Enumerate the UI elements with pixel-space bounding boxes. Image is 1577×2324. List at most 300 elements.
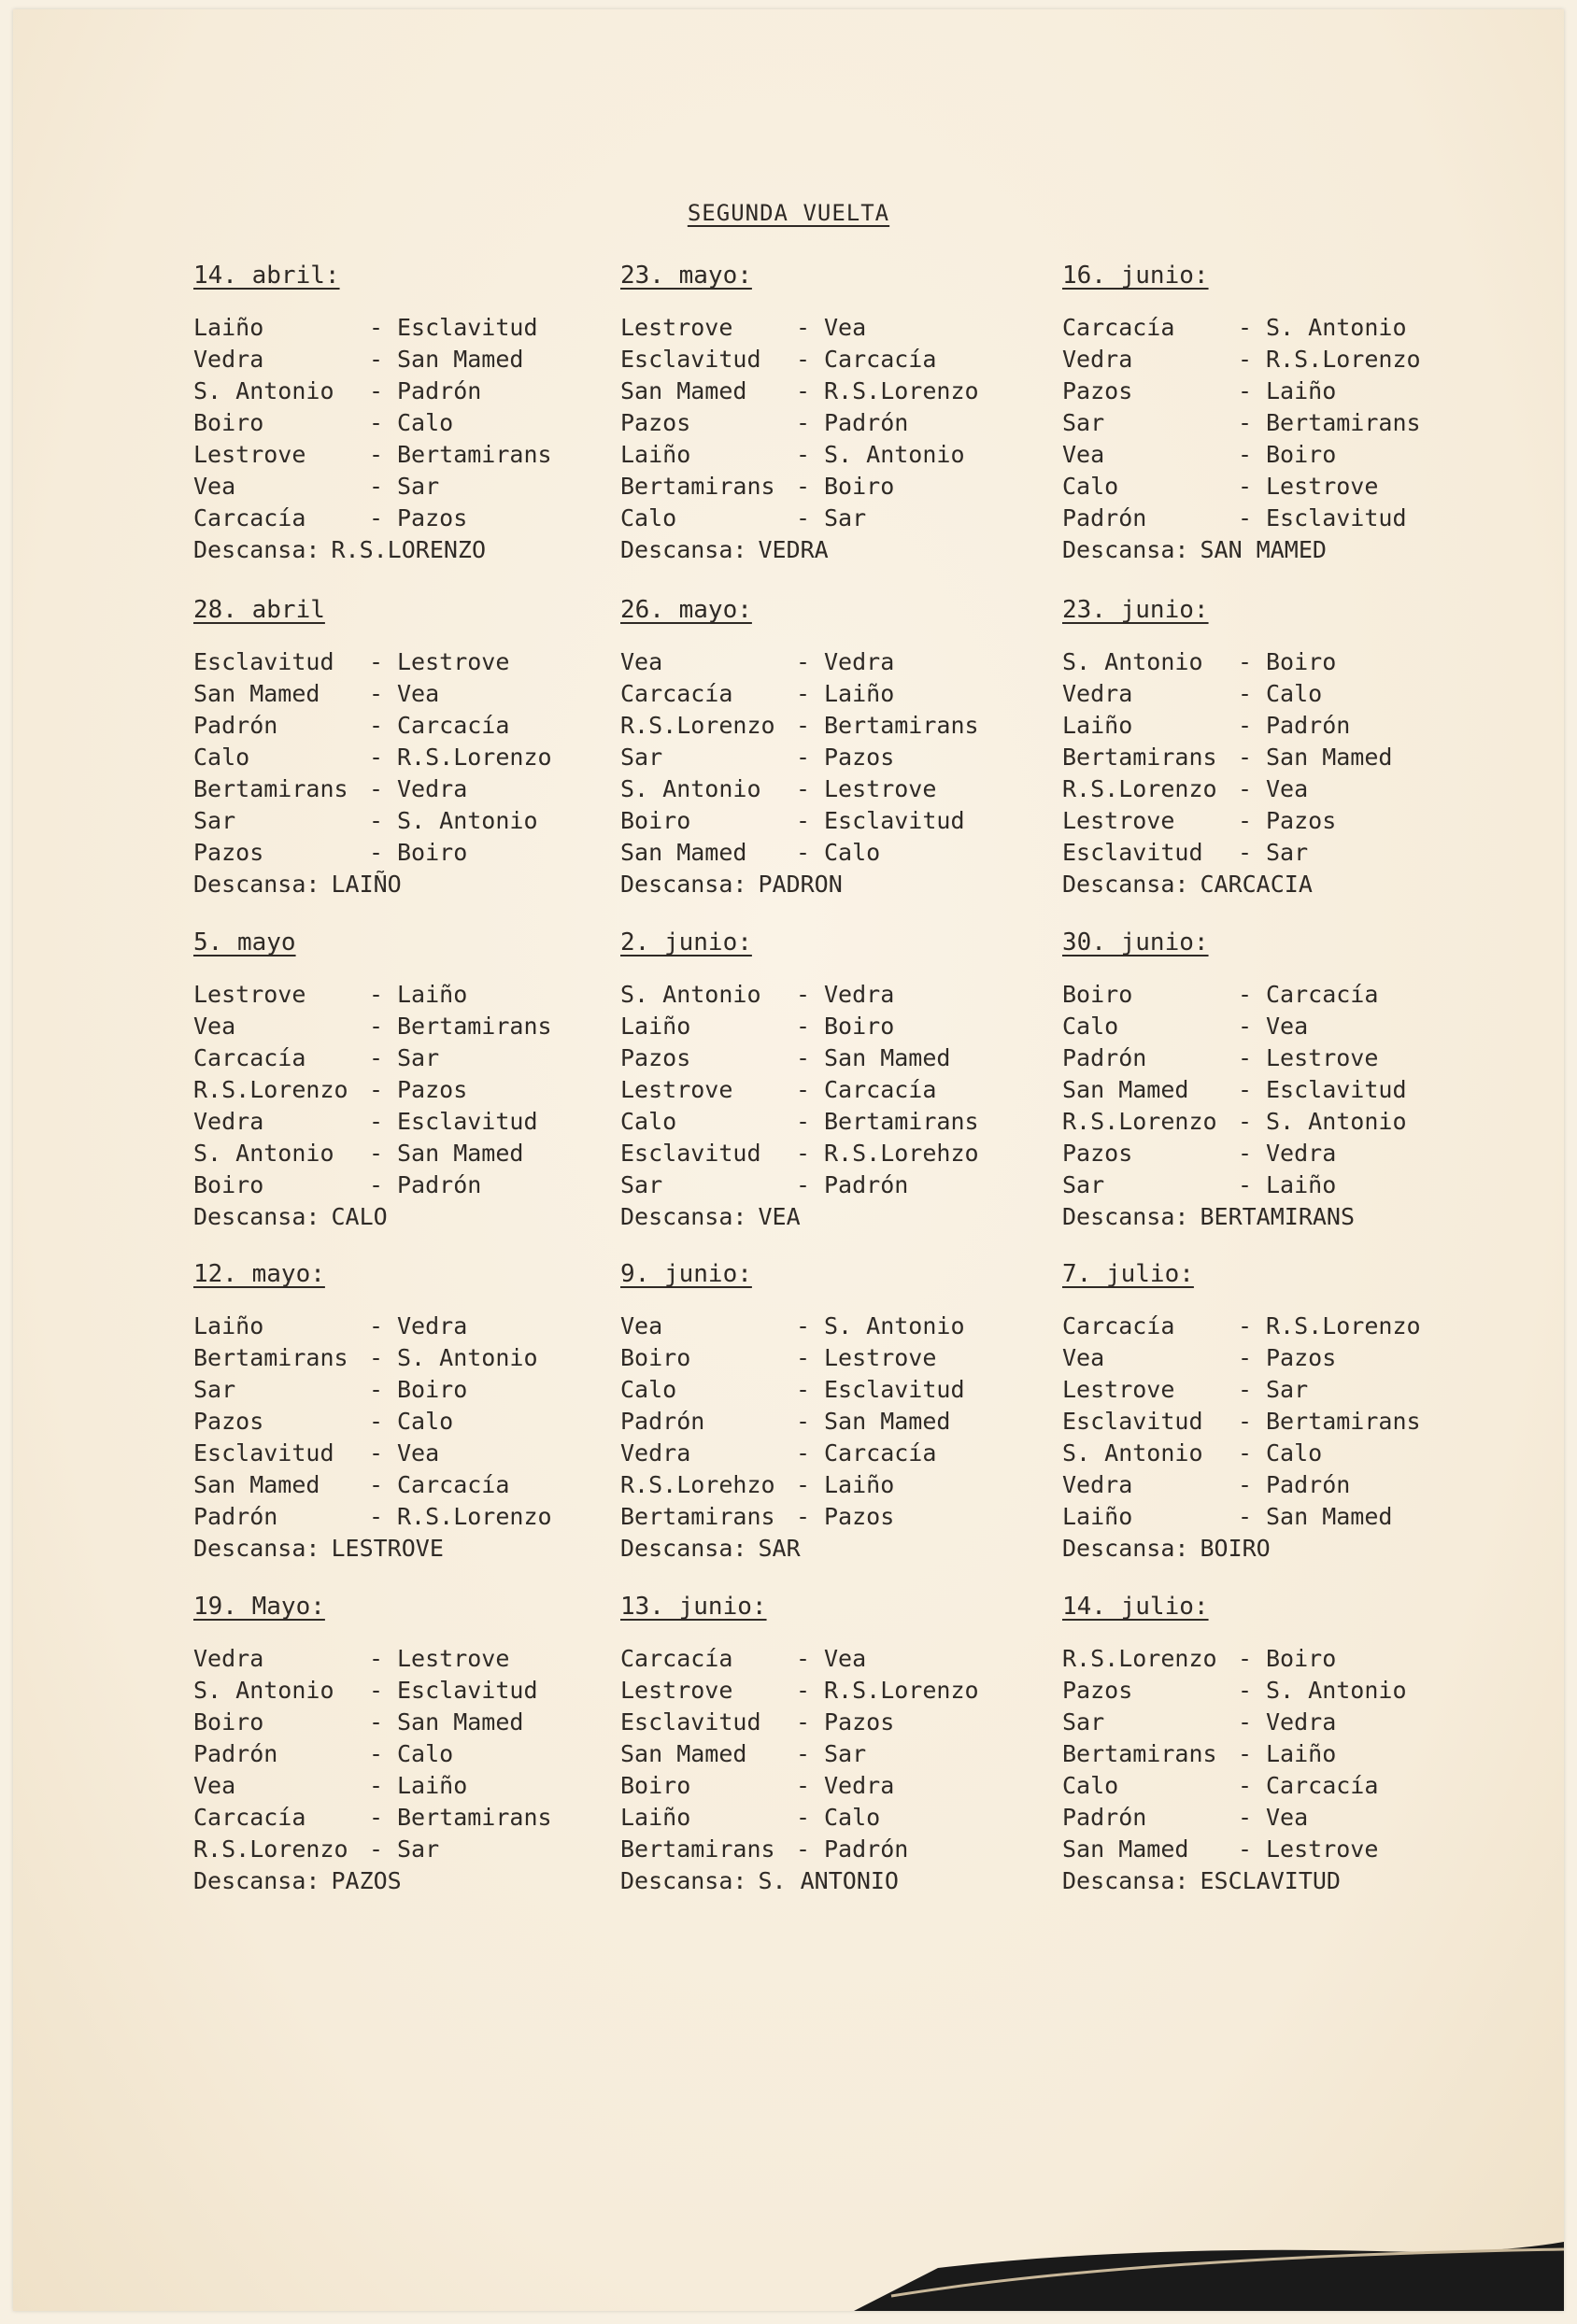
away-team: Carcacía	[1266, 981, 1379, 1008]
match-separator: -	[1238, 1312, 1253, 1339]
home-team: Padrón	[620, 1408, 705, 1435]
home-team: Esclavitud	[1062, 1408, 1203, 1435]
match-separator: -	[1238, 1835, 1253, 1863]
away-team: Vedra	[397, 1312, 468, 1339]
match-separator: -	[1238, 712, 1253, 739]
round-date	[1062, 928, 1501, 966]
round-date-text: 23. junio:	[1062, 596, 1209, 624]
home-team: Vea	[620, 648, 663, 675]
match-row	[1062, 678, 1501, 710]
away-team: Vedra	[824, 1772, 895, 1799]
away-team: Boiro	[1266, 441, 1337, 468]
round-block	[193, 1593, 632, 1897]
match-row	[193, 1011, 632, 1042]
home-team: Lestrove	[620, 1076, 733, 1103]
match-row	[1062, 1106, 1501, 1138]
match-separator: -	[369, 1013, 384, 1040]
rest-label: Descansa:	[1062, 1203, 1189, 1230]
match-separator: -	[796, 1503, 811, 1530]
home-team: Vea	[1062, 441, 1105, 468]
round-date	[1062, 1593, 1501, 1630]
match-separator: -	[369, 441, 384, 468]
match-row	[193, 1169, 632, 1201]
home-team: Calo	[1062, 1013, 1119, 1040]
match-separator: -	[796, 712, 811, 739]
home-team: S. Antonio	[193, 1140, 334, 1167]
match-row	[193, 1738, 632, 1770]
home-team: Padrón	[193, 1503, 278, 1530]
match-separator: -	[369, 1645, 384, 1672]
home-team: Vea	[193, 1772, 236, 1799]
away-team: Boiro	[1266, 1645, 1337, 1672]
match-separator: -	[796, 807, 811, 834]
away-team: Sar	[397, 1044, 440, 1071]
match-separator: -	[796, 1677, 811, 1704]
home-team: Calo	[193, 744, 250, 771]
match-row	[1062, 439, 1501, 471]
home-team: Boiro	[620, 1344, 691, 1371]
round-date	[193, 1260, 632, 1297]
away-team: Laiño	[1266, 1171, 1337, 1198]
match-row	[193, 773, 632, 805]
match-row	[193, 1802, 632, 1834]
home-team: S. Antonio	[193, 377, 334, 404]
match-separator: -	[369, 1804, 384, 1831]
home-team: Esclavitud	[193, 1439, 334, 1467]
match-separator: -	[1238, 1044, 1253, 1071]
rest-team: PAZOS	[331, 1867, 402, 1894]
home-team: Carcacía	[1062, 1312, 1175, 1339]
match-separator: -	[369, 807, 384, 834]
away-team: Boiro	[824, 473, 895, 500]
match-separator: -	[369, 1312, 384, 1339]
away-team: San Mamed	[397, 346, 524, 373]
match-row	[1062, 1834, 1501, 1865]
match-row	[620, 312, 1059, 344]
match-row	[620, 1406, 1059, 1438]
match-row	[620, 439, 1059, 471]
away-team: Esclavitud	[824, 1376, 965, 1403]
rest-line	[193, 869, 632, 900]
rest-team: LESTROVE	[331, 1535, 444, 1562]
match-separator: -	[796, 1708, 811, 1736]
match-row	[620, 471, 1059, 503]
match-separator: -	[369, 1740, 384, 1767]
home-team: R.S.Lorenzo	[1062, 775, 1217, 802]
home-team: Sar	[620, 744, 663, 771]
match-row	[1062, 1042, 1501, 1074]
round-block	[1062, 1593, 1501, 1897]
round-date-text: 14. abril:	[193, 262, 340, 290]
match-separator: -	[369, 1344, 384, 1371]
match-row	[620, 1770, 1059, 1802]
away-team: Vea	[397, 1439, 440, 1467]
match-row	[193, 1138, 632, 1169]
rest-line	[620, 534, 1059, 566]
home-team: Vea	[193, 473, 236, 500]
match-separator: -	[369, 1408, 384, 1435]
round-date-text: 30. junio:	[1062, 928, 1209, 957]
away-team: Boiro	[397, 1376, 468, 1403]
round-block	[620, 262, 1059, 566]
match-row	[193, 1469, 632, 1501]
match-separator: -	[796, 409, 811, 436]
home-team: Carcacía	[620, 1645, 733, 1672]
match-separator: -	[796, 377, 811, 404]
home-team: San Mamed	[620, 839, 747, 866]
match-separator: -	[1238, 441, 1253, 468]
away-team: Calo	[397, 409, 454, 436]
home-team: Carcacía	[193, 1044, 306, 1071]
match-row	[620, 1138, 1059, 1169]
match-separator: -	[369, 648, 384, 675]
away-team: Sar	[824, 504, 867, 531]
home-team: Padrón	[193, 1740, 278, 1767]
match-separator: -	[1238, 981, 1253, 1008]
match-row	[1062, 1311, 1501, 1342]
home-team: S. Antonio	[1062, 1439, 1203, 1467]
home-team: Vedra	[193, 1645, 264, 1672]
rest-label: Descansa:	[1062, 536, 1189, 563]
round-date	[620, 262, 1059, 299]
home-team: Lestrove	[1062, 807, 1175, 834]
rest-team: BERTAMIRANS	[1200, 1203, 1356, 1230]
home-team: Vedra	[193, 1108, 264, 1135]
torn-corner-damage	[854, 2236, 1564, 2311]
match-separator: -	[369, 680, 384, 707]
away-team: Esclavitud	[1266, 504, 1407, 531]
rest-label: Descansa:	[1062, 871, 1189, 898]
match-separator: -	[369, 981, 384, 1008]
away-team: Calo	[397, 1408, 454, 1435]
away-team: R.S.Lorenzo	[1266, 1312, 1421, 1339]
home-team: Sar	[620, 1171, 663, 1198]
match-separator: -	[1238, 409, 1253, 436]
home-team: Pazos	[1062, 1140, 1133, 1167]
home-team: Calo	[620, 504, 677, 531]
match-separator: -	[369, 1376, 384, 1403]
home-team: Boiro	[620, 807, 691, 834]
round-block	[620, 1593, 1059, 1897]
home-team: Sar	[1062, 409, 1105, 436]
match-separator: -	[1238, 1645, 1253, 1672]
rest-team: BOIRO	[1200, 1535, 1271, 1562]
match-separator: -	[1238, 807, 1253, 834]
match-separator: -	[369, 1471, 384, 1498]
page-title	[0, 200, 1577, 226]
home-team: Padrón	[1062, 1804, 1147, 1831]
home-team: Laiño	[620, 1013, 691, 1040]
round-date-text: 9. junio:	[620, 1260, 752, 1288]
match-separator: -	[369, 1171, 384, 1198]
match-row	[620, 1738, 1059, 1770]
match-row	[620, 1106, 1059, 1138]
match-separator: -	[796, 346, 811, 373]
match-row	[193, 1643, 632, 1675]
away-team: Calo	[824, 1804, 881, 1831]
away-team: Vedra	[397, 775, 468, 802]
round-date-text: 28. abril	[193, 596, 325, 624]
rest-team: R.S.LORENZO	[331, 536, 487, 563]
match-separator: -	[796, 1376, 811, 1403]
home-team: Lestrove	[1062, 1376, 1175, 1403]
away-team: Lestrove	[824, 775, 937, 802]
away-team: Bertamirans	[824, 712, 979, 739]
away-team: Bertamirans	[1266, 1408, 1421, 1435]
home-team: Boiro	[620, 1772, 691, 1799]
match-separator: -	[369, 1108, 384, 1135]
match-separator: -	[369, 1076, 384, 1103]
match-row	[620, 1311, 1059, 1342]
match-separator: -	[1238, 346, 1253, 373]
home-team: Laiño	[1062, 1503, 1133, 1530]
rest-line	[1062, 1533, 1501, 1565]
round-date-text: 13. junio:	[620, 1593, 767, 1621]
round-date-text: 12. mayo:	[193, 1260, 325, 1288]
away-team: S. Antonio	[824, 1312, 965, 1339]
match-row	[620, 1374, 1059, 1406]
away-team: Vea	[824, 314, 867, 341]
match-row	[193, 1406, 632, 1438]
match-row	[193, 1501, 632, 1533]
home-team: Laiño	[193, 1312, 264, 1339]
match-row	[1062, 805, 1501, 837]
home-team: Laiño	[1062, 712, 1133, 739]
away-team: Carcacía	[1266, 1772, 1379, 1799]
match-separator: -	[796, 1344, 811, 1371]
home-team: Esclavitud	[193, 648, 334, 675]
away-team: Lestrove	[1266, 473, 1379, 500]
match-row	[193, 471, 632, 503]
match-row	[1062, 710, 1501, 742]
away-team: Boiro	[1266, 648, 1337, 675]
rest-label: Descansa:	[1062, 1867, 1189, 1894]
match-separator: -	[796, 1740, 811, 1767]
away-team: San Mamed	[397, 1708, 524, 1736]
away-team: R.S.Lorehzo	[824, 1140, 979, 1167]
home-team: San Mamed	[1062, 1076, 1189, 1103]
match-separator: -	[369, 409, 384, 436]
match-row	[620, 678, 1059, 710]
home-team: Bertamirans	[1062, 744, 1217, 771]
match-row	[1062, 1342, 1501, 1374]
home-team: Padrón	[1062, 1044, 1147, 1071]
round-date-text: 26. mayo:	[620, 596, 752, 624]
match-separator: -	[1238, 1076, 1253, 1103]
match-row	[620, 376, 1059, 407]
home-team: Carcacía	[193, 1804, 306, 1831]
match-separator: -	[796, 1312, 811, 1339]
match-separator: -	[796, 1044, 811, 1071]
home-team: S. Antonio	[620, 981, 761, 1008]
away-team: San Mamed	[1266, 1503, 1393, 1530]
home-team: Boiro	[1062, 981, 1133, 1008]
match-row	[620, 979, 1059, 1011]
home-team: Carcacía	[1062, 314, 1175, 341]
match-row	[193, 503, 632, 534]
match-separator: -	[1238, 648, 1253, 675]
match-separator: -	[796, 839, 811, 866]
home-team: S. Antonio	[1062, 648, 1203, 675]
match-row	[1062, 1675, 1501, 1707]
match-separator: -	[796, 473, 811, 500]
away-team: Padrón	[397, 377, 482, 404]
match-separator: -	[369, 346, 384, 373]
home-team: Bertamirans	[193, 775, 348, 802]
match-row	[193, 1707, 632, 1738]
match-separator: -	[369, 839, 384, 866]
away-team: Padrón	[1266, 712, 1351, 739]
rest-team: ESCLAVITUD	[1200, 1867, 1341, 1894]
home-team: Pazos	[193, 1408, 264, 1435]
match-separator: -	[796, 1171, 811, 1198]
match-separator: -	[1238, 1708, 1253, 1736]
home-team: Esclavitud	[620, 1708, 761, 1736]
match-row	[1062, 1374, 1501, 1406]
match-separator: -	[796, 1140, 811, 1167]
match-separator: -	[369, 1140, 384, 1167]
round-block	[1062, 1260, 1501, 1565]
match-separator: -	[1238, 1503, 1253, 1530]
match-separator: -	[1238, 1344, 1253, 1371]
home-team: Pazos	[193, 839, 264, 866]
match-separator: -	[1238, 1740, 1253, 1767]
rest-line	[193, 1865, 632, 1897]
home-team: Pazos	[620, 1044, 691, 1071]
away-team: Carcacía	[397, 1471, 510, 1498]
away-team: Esclavitud	[397, 1677, 538, 1704]
home-team: Esclavitud	[620, 1140, 761, 1167]
page-title-text: SEGUNDA VUELTA	[687, 200, 890, 226]
away-team: Pazos	[1266, 807, 1337, 834]
away-team: R.S.Lorenzo	[824, 1677, 979, 1704]
match-row	[620, 1707, 1059, 1738]
home-team: Padrón	[193, 712, 278, 739]
home-team: Lestrove	[193, 981, 306, 1008]
away-team: Pazos	[824, 1503, 895, 1530]
away-team: Laiño	[824, 1471, 895, 1498]
match-separator: -	[1238, 775, 1253, 802]
home-team: Laiño	[193, 314, 264, 341]
home-team: Pazos	[1062, 1677, 1133, 1704]
home-team: R.S.Lorehzo	[620, 1471, 775, 1498]
match-row	[620, 1501, 1059, 1533]
match-separator: -	[1238, 1171, 1253, 1198]
match-separator: -	[369, 1677, 384, 1704]
rest-team: CARCACIA	[1200, 871, 1313, 898]
away-team: Sar	[397, 1835, 440, 1863]
rest-label: Descansa:	[620, 1535, 747, 1562]
away-team: S. Antonio	[824, 441, 965, 468]
away-team: S. Antonio	[1266, 1677, 1407, 1704]
away-team: Vedra	[824, 981, 895, 1008]
match-row	[1062, 1501, 1501, 1533]
round-block	[620, 1260, 1059, 1565]
match-separator: -	[369, 1439, 384, 1467]
match-separator: -	[369, 712, 384, 739]
match-row	[1062, 376, 1501, 407]
away-team: Esclavitud	[1266, 1076, 1407, 1103]
match-separator: -	[796, 441, 811, 468]
home-team: Vedra	[193, 346, 264, 373]
match-separator: -	[796, 504, 811, 531]
match-row	[620, 710, 1059, 742]
away-team: Pazos	[824, 744, 895, 771]
away-team: Sar	[397, 473, 440, 500]
match-separator: -	[1238, 1471, 1253, 1498]
match-row	[1062, 837, 1501, 869]
home-team: Calo	[620, 1108, 677, 1135]
away-team: Esclavitud	[824, 807, 965, 834]
home-team: Vea	[193, 1013, 236, 1040]
match-row	[620, 742, 1059, 773]
away-team: Laiño	[824, 680, 895, 707]
match-separator: -	[796, 680, 811, 707]
home-team: R.S.Lorenzo	[1062, 1645, 1217, 1672]
match-row	[193, 1374, 632, 1406]
away-team: Bertamirans	[824, 1108, 979, 1135]
away-team: Vea	[1266, 775, 1309, 802]
away-team: Esclavitud	[397, 314, 538, 341]
home-team: R.S.Lorenzo	[1062, 1108, 1217, 1135]
home-team: Bertamirans	[620, 473, 775, 500]
round-date-text: 14. julio:	[1062, 1593, 1209, 1621]
match-row	[620, 1675, 1059, 1707]
match-row	[193, 1770, 632, 1802]
away-team: Vea	[397, 680, 440, 707]
match-row	[620, 1342, 1059, 1374]
home-team: Boiro	[193, 1171, 264, 1198]
match-row	[1062, 1406, 1501, 1438]
home-team: Vedra	[1062, 680, 1133, 707]
match-row	[193, 1834, 632, 1865]
match-separator: -	[796, 1804, 811, 1831]
round-date-text: 7. julio:	[1062, 1260, 1194, 1288]
match-separator: -	[1238, 1804, 1253, 1831]
round-date	[193, 596, 632, 633]
rest-team: SAN MAMED	[1200, 536, 1327, 563]
round-date-text: 2. junio:	[620, 928, 752, 957]
away-team: Sar	[1266, 1376, 1309, 1403]
match-row	[1062, 1138, 1501, 1169]
home-team: R.S.Lorenzo	[193, 1835, 348, 1863]
match-separator: -	[369, 1708, 384, 1736]
match-row	[1062, 646, 1501, 678]
home-team: Vedra	[620, 1439, 691, 1467]
match-separator: -	[796, 1076, 811, 1103]
round-block	[1062, 262, 1501, 566]
round-date	[193, 928, 632, 966]
rest-label: Descansa:	[620, 1203, 747, 1230]
match-separator: -	[369, 775, 384, 802]
away-team: Lestrove	[1266, 1835, 1379, 1863]
round-block	[193, 596, 632, 900]
home-team: Sar	[193, 1376, 236, 1403]
away-team: Vedra	[1266, 1708, 1337, 1736]
away-team: San Mamed	[824, 1044, 951, 1071]
round-date	[620, 1593, 1059, 1630]
home-team: Vedra	[1062, 346, 1133, 373]
rest-line	[1062, 534, 1501, 566]
away-team: Carcacía	[824, 1439, 937, 1467]
rest-label: Descansa:	[193, 536, 320, 563]
away-team: Pazos	[824, 1708, 895, 1736]
away-team: Esclavitud	[397, 1108, 538, 1135]
round-date	[193, 1593, 632, 1630]
match-row	[193, 376, 632, 407]
match-separator: -	[1238, 377, 1253, 404]
match-row	[620, 407, 1059, 439]
